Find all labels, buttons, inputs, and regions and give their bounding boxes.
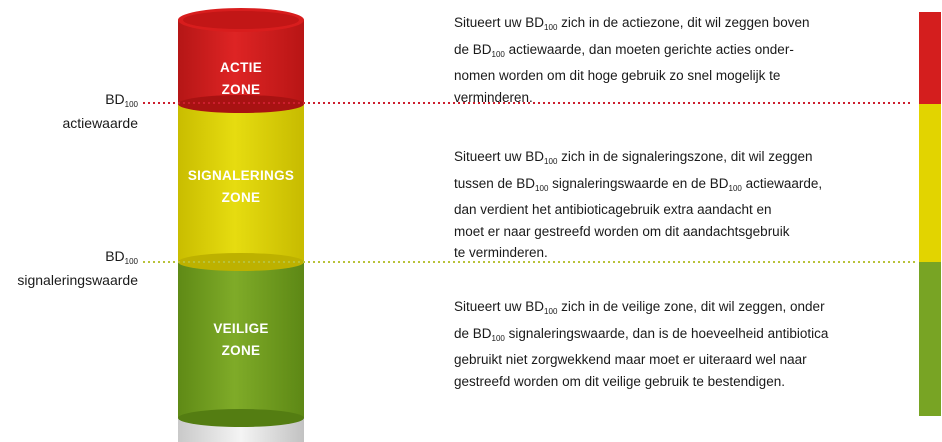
zone-label-signalering: SIGNALERINGS ZONE bbox=[187, 168, 295, 205]
zone-label-actie: ACTIE ZONE bbox=[220, 60, 262, 97]
description-veilig: Situeert uw $BD_{100}$ zich in de veilige zone, dit wil zeggen, onder de $BD_{100}$ signaleringswaarde, dan is de hoeveelheid antibiotica gebruikt niet zorgwekkend maar moet er uiteraard wel naar gestreefd worden om dit veilige gebruik te bestendigen. bbox=[454, 299, 829, 389]
description-signalering: Situeert uw $BD_{100}$ zich in de signaleringszone, dit wil zeggen tussen de $BD_{100}$ signaleringswaarde en de $BD_{100}$ actiewaarde, dan verdient het antibioticagebruik extra aandacht en moet er naar gestreefd worden om dit aandachtsgebruik te verminderen. bbox=[454, 149, 823, 260]
actiewaarde-label: $BD_{100}$ actiewaarde bbox=[62, 91, 138, 131]
side-color-bar bbox=[919, 12, 941, 416]
signaleringswaarde-label: $BD_{100}$ signaleringswaarde bbox=[17, 248, 138, 288]
zone-label-veilig: VEILIGE ZONE bbox=[213, 321, 269, 358]
description-actie: Situeert uw $BD_{100}$ zich in de actiezone, dit wil zeggen boven de $BD_{100}$ actiewaarde, dan moeten gerichte acties onder- nomen worden om dit hoge gebruik zo snel mogelijk te verminderen. bbox=[454, 15, 810, 105]
